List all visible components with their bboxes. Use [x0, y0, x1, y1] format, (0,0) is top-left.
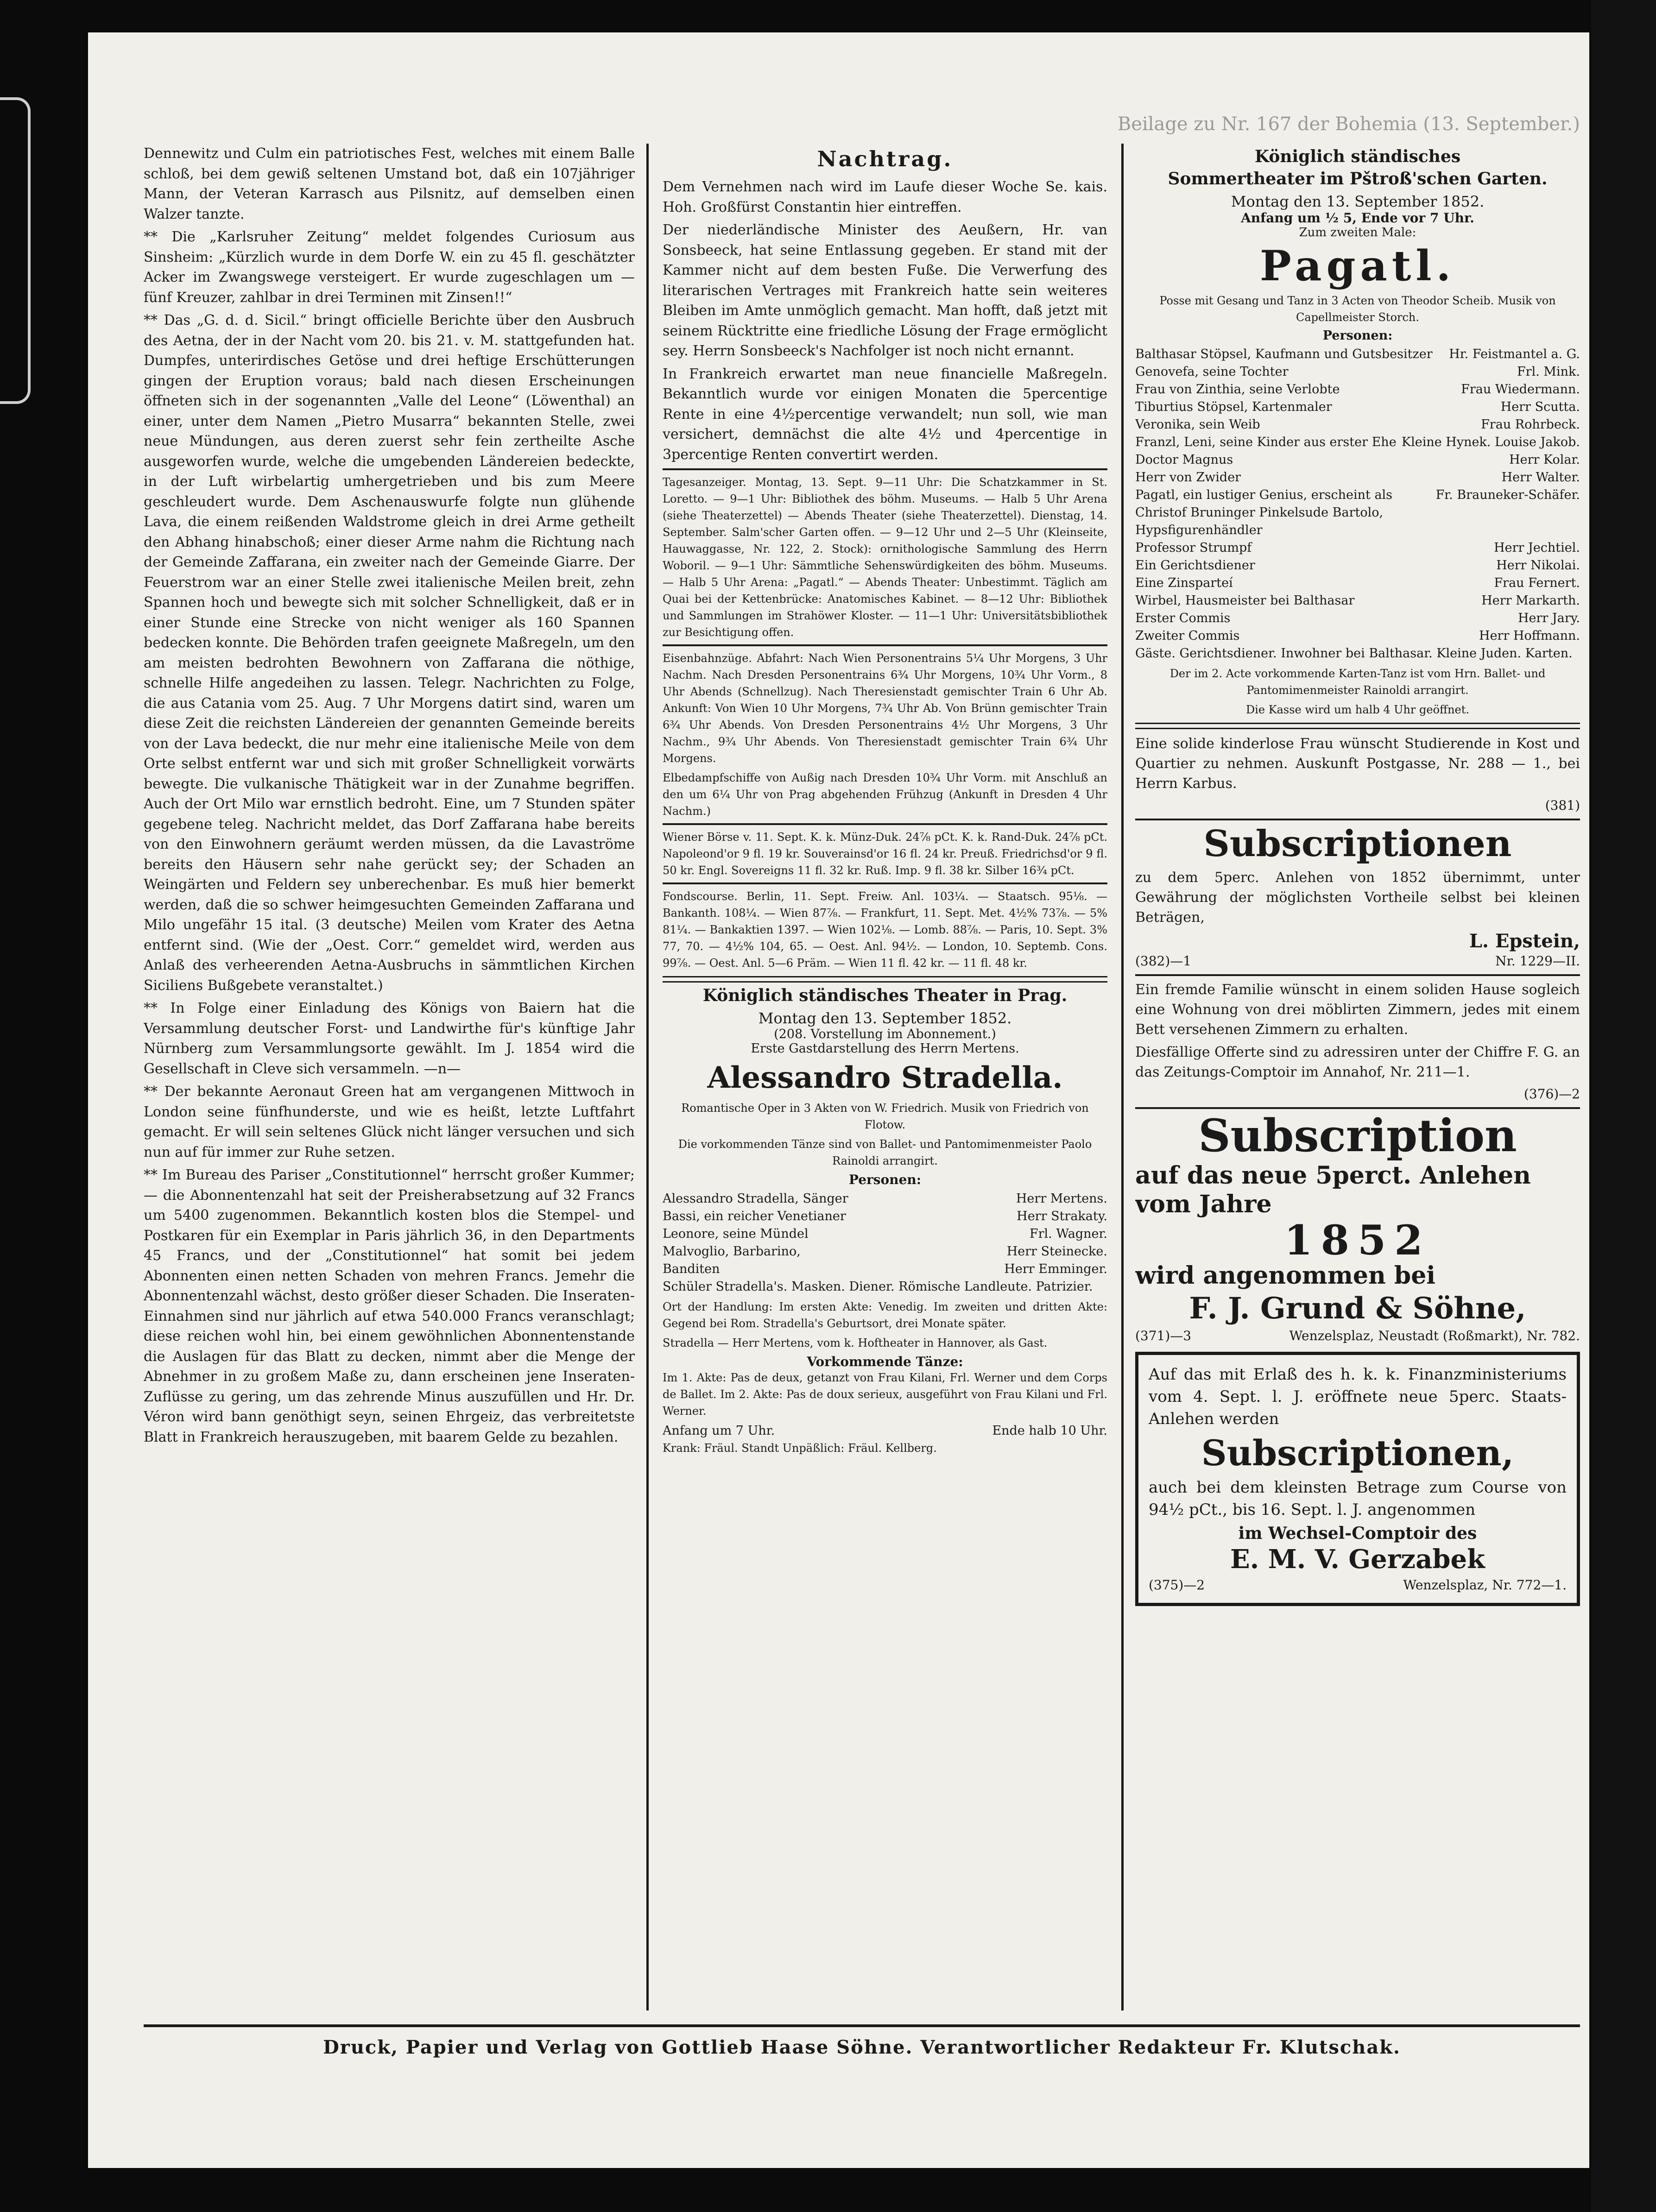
cast-actor: Frau Wiedermann. [1461, 382, 1580, 397]
cast-row [1135, 398, 1580, 416]
ad-fremde-familie: Ein fremde Familie wünscht in einem soliden Hause sogleich eine Wohnung von drei möblirten Zimmern, jedes mit einem Bett versehenen Zimmern zu erhalten. [1135, 981, 1580, 1038]
divider [1135, 974, 1580, 976]
cast-role: Erster Commis [1135, 611, 1231, 626]
ad-grund-year: 1852 [1284, 1216, 1431, 1264]
film-edge-right [1591, 0, 1656, 2212]
paragraph: Der niederländische Minister des Aeußern, Hr. van Sonsbeeck, hat seine Entlassung gegeben. Er stand mit der Kammer nicht auf dem besten Fuße. Die Verwerfung des literarischen Vertrages mit Frankreich hatte sein weiteres Bleiben im Amte unmöglich gemacht. Man hofft, daß jetzt mit seinem Rücktritte eine friedliche Lösung der Frage ermöglicht sey. Herrn Sonsbeeck's Nachfolger ist noch nicht ernannt. [663, 222, 1107, 359]
paragraph: ** Die „Karlsruher Zeitung“ meldet folgendes Curiosum aus Sinsheim: „Kürzlich wurde in dem Dorfe W. ein zu 45 fl. geschätzter Acker im Zwangswege versteigert. Er wurde zugeschlagen um — fünf Kreuzer, zahlbar in drei Terminen mit Zinsen!!“ [144, 229, 635, 306]
ende: Ende halb 10 Uhr. [992, 1423, 1107, 1438]
ad-gerzabek-heading: Subscriptionen, [1201, 1432, 1514, 1474]
ad-address: Wenzelsplaz, Nr. 772—1. [1403, 1577, 1567, 1593]
cast-actor: Kleine Hynek. Louise Jakob. [1401, 435, 1580, 450]
cast-role: Genovefa, seine Tochter [1135, 365, 1289, 379]
cast-actor: Herr Nikolai. [1496, 558, 1580, 573]
play-description: Die vorkommenden Tänze sind von Ballet- und Pantomimenmeister Paolo Rainoldi arrangirt. [678, 1137, 1092, 1167]
divider [663, 468, 1107, 470]
cast-actor: Herr Kolar. [1509, 453, 1580, 467]
subscription-heading: Subscription [1198, 1109, 1517, 1162]
krank: Krank: Fräul. Standt Unpäßlich: Fräul. Kellberg. [663, 1441, 937, 1455]
cast-row [1135, 539, 1580, 557]
cast-role: Zweiter Commis [1135, 629, 1240, 643]
ad-grund-line: vom Jahre [1135, 1190, 1272, 1218]
cast-row [663, 1208, 1107, 1225]
cast-row [1135, 645, 1580, 662]
cast-role: Malvoglio, Barbarino, [663, 1244, 801, 1259]
cast-actor: Herr Jary. [1518, 611, 1580, 626]
personen-heading: Personen: [1322, 328, 1393, 343]
cast-actor: Frau Fernert. [1494, 576, 1580, 591]
cast-actor: Herr Steinecke. [1006, 1244, 1107, 1259]
ad-gerzabek-footer [1149, 1576, 1567, 1594]
anfang-ende [663, 1422, 1107, 1440]
cast-role: Ein Gerichtsdiener [1135, 558, 1255, 573]
ad-number: (381) [1545, 798, 1580, 813]
ad-number-row [1135, 796, 1580, 815]
sommertheater-note: Der im 2. Acte vorkommende Karten-Tanz ist vom Hrn. Ballet- und Pantomimenmeister Rainoldi arrangirt. [1169, 667, 1546, 697]
cast-row [663, 1190, 1107, 1208]
cast-role: Frau von Zinthia, seine Verlobte [1135, 382, 1340, 397]
theater-title: Königlich ständisches Theater in Prag. [702, 986, 1068, 1005]
cast-role: Professor Strumpf [1135, 541, 1252, 555]
cast-role: Schüler Stradella's. Masken. Diener. Römische Landleute. Patrizier. [663, 1279, 1093, 1294]
footer-rule [144, 2024, 1580, 2027]
divider [663, 823, 1107, 825]
divider [1135, 1107, 1580, 1109]
newspaper-page [88, 32, 1589, 2168]
cast-role: Franzl, Leni, seine Kinder aus erster Ehe [1135, 435, 1397, 450]
tagesanzeiger: Tagesanzeiger. Montag, 13. Sept. 9—11 Uhr: Die Schatzkammer in St. Loretto. — 9—1 Uhr: Bibliothek des böhm. Museums. — Halb 5 Uhr Arena (siehe Theaterzettel) — Abends Theater (siehe Theaterzettel). Dienstag, 14. September. Salm'scher Garten offen. — 9—12 Uhr und 2—5 Uhr (Kleinseite, Hauwaggasse, Nr. 122, 2. Stock): ornithologische Sammlung des Herrn Woboril. — 9—1 Uhr: Sämmtliche Sehenswürdigkeiten des böhm. Museums. — Halb 5 Uhr Arena: „Pagatl.“ — Abends Theater: Unbestimmt. Täglich am Quai bei der Kettenbrücke: Anatomisches Kabinet. — 8—12 Uhr: Bibliothek und Sammlungen im Strahöwer Kloster. — 11—1 Uhr: Universitätsbibliothek zur Besichtigung offen. [663, 476, 1107, 639]
cast-list [663, 1190, 1107, 1296]
sommertheater-date: Montag den 13. September 1852. [1231, 192, 1485, 210]
cast-row [1135, 469, 1580, 486]
zum-zweiten-male: Zum zweiten Male: [1299, 225, 1416, 239]
wiener-boerse: Wiener Börse v. 11. Sept. K. k. Münz-Duk. 24⅞ pCt. K. k. Rand-Duk. 24⅞ pCt. Napoleond'or 9 fl. 19 kr. Souverainsd'or 16 fl. 24 kr. Preuß. Friedrichsd'or 9 fl. 50 kr. Engl. Sovereigns 11 fl. 32 kr. Ruß. Imp. 9 fl. 38 kr. Silber 16¾ pCt. [663, 831, 1107, 877]
cast-row [1135, 346, 1580, 363]
theater-subtitle: (208. Vorstellung im Abonnement.) [774, 1027, 996, 1041]
cast-actor: Herr Markarth. [1481, 593, 1580, 608]
paragraph: In Frankreich erwartet man neue financielle Maßregeln. Bekanntlich wurde vor einigen Monaten die 5percentige Rente in eine 4½percentige verwandelt; nun soll, wie man versichert, demnächst die alte 4½ und 4percentige in 3percentige Renten convertirt werden. [663, 366, 1107, 463]
paragraph: Dem Vernehmen nach wird im Laufe dieser Woche Se. kais. Hoh. Großfürst Constantin hier eintreffen. [663, 179, 1107, 215]
paragraph: ** In Folge einer Einladung des Königs von Baiern hat die Versammlung deutscher Forst- und Landwirthe für's künftige Jahr Nürnberg zum Versammlungsorte gewählt. Im J. 1854 wird die Gesellschaft in Cleve sich versammeln. —n— [144, 1000, 635, 1077]
double-divider [1135, 723, 1580, 729]
ad-address: Wenzelsplaz, Neustadt (Roßmarkt), Nr. 782. [1289, 1328, 1580, 1344]
fondscourse: Fondscourse. Berlin, 11. Sept. Freiw. Anl. 103¼. — Staatsch. 95⅛. — Bankanth. 108¼. — Wien 87⅞. — Frankfurt, 11. Sept. Met. 4½% 73⅞. — 5% 81¼. — Bankaktien 1397. — Wien 102⅛. — Lomb. 88⅞. — Paris, 10. Sept. 3% 77, 70. — 4½% 104, 65. — Oest. Anl. 94½. — London, 10. Septemb. Cons. 99⅞. — Oest. Anl. 5—6 Präm. — Wien 11 fl. 42 kr. — 11 fl. 48 kr. [663, 890, 1107, 970]
cast-row [1135, 381, 1580, 398]
cast-role: Banditen [663, 1261, 720, 1276]
ad-grund-footer [1135, 1327, 1580, 1345]
column-2 [663, 144, 1107, 2010]
taenze: Im 1. Akte: Pas de deux, getanzt von Frau Kilani, Frl. Werner und dem Corps de Ballet. Im 2. Akte: Pas de doux serieux, ausgeführt von Frau Kilani und Frl. Werner. [663, 1371, 1107, 1418]
cast-role: Tiburtius Stöpsel, Kartenmaler [1135, 400, 1332, 415]
cast-role: Alessandro Stradella, Sänger [663, 1191, 848, 1206]
cast-role: Pagatl, ein lustiger Genius, erscheint als Christof Bruninger Pinkelsude Bartolo, Hypsfigurenhändler [1135, 488, 1393, 538]
paragraph: ** Das „G. d. d. Sicil.“ bringt officielle Berichte über den Ausbruch des Aetna, der in der Nacht vom 20. bis 21. v. M. stattgefunden hat. Dumpfes, unterirdisches Getöse und drei heftige Erschütterungen gingen der Eruption voraus; bald nach diesen Erscheinungen öffneten sich in der sogenannten „Valle del Leone“ (Löwenthal) an einer, unter dem Namen „Pietro Musarra“ bekannten Stelle, zwei neue Mündungen, aus deren zuerst sehr fein zertheilte Asche ausgeworfen wurde, welche die umgebenden Ländereien bedeckte, in der Luft wirbelartig umhergetrieben und bis zum Meere geschleudert wurde. Dem Aschenauswurfe folgte nun glühende Lava, die einem reißenden Waldstrome gleich in drei Arme getheilt den Abhang hinabschoß; einer dieser Arme nahm die Richtung nach der Gemeinde Zaffarana, ein zweiter nach der Gemeinde Giarre. Der Feuerstrom war an einer Stelle zwei italienische Meilen breit, zehn Spannen hoch und bewegte sich mit solcher Schnelligkeit, daß er in einer Stunde eine Strecke von nicht weniger als 160 Spannen bedecken konnte. Die Behörden trafen geeignete Maßregeln, um den am meisten bedrohten Bewohnern von Zaffarana die nöthige, schnelle Hilfe angedeihen zu lassen. Telegr. Nachrichten zu Folge, die aus Catania vom 25. Aug. 7 Uhr Morgens datirt sind, waren um diese Zeit die reichsten Ländereien der genannten Gemeinde bereits von der Lava bedeckt, die nur mehr eine italienische Meile von dem Orte selbst entfernt war und sich mit großer Schnelligkeit vorwärts bewegte. Die vulkanische Thätigkeit war in der Zunahme begriffen. Auch der Ort Milo war ernstlich bedroht. Eine, um 7 Stunden später gegebene teleg. Nachricht meldet, das Dorf Zaffarana habe bereits von den Einwohnern geräumt werden müssen, da die Lavaströme bereits den Häusern sehr nahe gerückt sey; der Schaden an Weingärten und Feldern sey unberechenbar. Es muß hier bemerkt werden, daß die so schwer heimgesuchten Gemeinden Zaffarana und Milo ungefähr 15 ital. (3 deutsche) Meilen vom Krater des Aetna entfernt sind. (Wie der „Oest. Corr.“ gemeldet wird, werden aus Anlaß des verheerenden Aetna-Ausbruchs in sämmtlichen Kirchen Siciliens Bußgebete veranstaltet.) [144, 312, 635, 994]
ad-number-row [1135, 1085, 1580, 1103]
cast-role: Leonore, seine Mündel [663, 1226, 809, 1241]
cast-actor: Frau Rohrbeck. [1481, 417, 1580, 432]
ort-der-handlung: Ort der Handlung: Im ersten Akte: Venedig. Im zweiten und dritten Akte: Gegend bei Rom. Stradella's Geburtsort, drei Monate später. [663, 1300, 1107, 1330]
anfang: Anfang um 7 Uhr. [663, 1423, 775, 1438]
film-edge-left [0, 97, 31, 404]
divider [1135, 819, 1580, 820]
imprint-text: Druck, Papier und Verlag von Gottlieb Haase Söhne. Verantwortlicher Redakteur Fr. Klutschak. [323, 2036, 1401, 2058]
cast-row [1135, 486, 1580, 539]
ad-gerzabek-text: auch bei dem kleinsten Betrage zum Course von 94½ pCt., bis 16. Sept. l. J. angenommen [1149, 1478, 1567, 1519]
cast-actor: Herr Hoffmann. [1479, 629, 1580, 643]
ad-grund-line: auf das neue 5perct. Anlehen [1135, 1161, 1531, 1190]
cast-actor: Hr. Feistmantel a. G. [1449, 347, 1580, 362]
eisenbahnzuege: Eisenbahnzüge. Abfahrt: Nach Wien Personentrains 5¼ Uhr Morgens, 3 Uhr Nachm. Nach Dresden Personentrains 6¾ Uhr Morgens, 10¾ Uhr Vorm., 8 Uhr Abends (Schnellzug). Nach Theresienstadt gemischter Train 6 Uhr Ab. Ankunft: Von Wien 10 Uhr Morgens, 7¾ Uhr Ab. Von Brünn gemischter Train 6¾ Uhr Abends. Von Dresden Personentrains 4½ Uhr Morgens, 3 Uhr Nachm., 9¾ Uhr Abends. Von Theresienstadt gemischter Train 6¾ Uhr Morgens. [663, 652, 1107, 765]
sommertheater-time: Anfang um ½ 5, Ende vor 7 Uhr. [1241, 210, 1474, 226]
pagatl-description: Posse mit Gesang und Tanz in 3 Acten von Theodor Scheib. Musik von Capellmeister Storch. [1159, 294, 1556, 324]
ad-grund-line: wird angenommen bei [1135, 1261, 1436, 1290]
cast-row [1135, 451, 1580, 469]
divider [663, 882, 1107, 884]
ad-epstein-footer [1135, 952, 1580, 971]
paragraph: ** Der bekannte Aeronaut Green hat am vergangenen Mittwoch in London seine fünfhunderste, und wie es heißt, letzte Luftfahrt gemacht. Er will sein seltenes Glück nicht länger versuchen und sich nun auf für immer zur Ruhe setzen. [144, 1084, 635, 1160]
cast-row [1135, 557, 1580, 574]
cast-row [663, 1243, 1107, 1260]
cast-actor: Fr. Brauneker-Schäfer. [1435, 488, 1580, 503]
cast-actor: Herr Scutta. [1500, 400, 1580, 415]
ad-number: (376)—2 [1523, 1086, 1580, 1102]
pagatl-title: Pagatl. [1260, 241, 1455, 290]
cast-row [1135, 363, 1580, 381]
taenze-heading: Vorkommende Tänze: [807, 1354, 963, 1369]
theater-date: Montag den 13. September 1852. [758, 1009, 1012, 1027]
cast-role: Veronika, sein Weib [1135, 417, 1260, 432]
cast-role: Eine Zinsparteí [1135, 576, 1233, 591]
sommertheater-title: Königlich ständisches [1254, 147, 1461, 166]
cast-role: Herr von Zwider [1135, 470, 1241, 485]
elbedampfschiffe: Elbedampfschiffe von Außig nach Dresden 10¾ Uhr Vorm. mit Anschluß an den um 6¼ Uhr von Prag abgehenden Frühzug (Ankunft in Dresden 4 Uhr Nachm.) [663, 771, 1107, 818]
sommertheater-kasse: Die Kasse wird um halb 4 Uhr geöffnet. [1245, 703, 1470, 717]
ad-kinderlose-frau: Eine solide kinderlose Frau wünscht Studierende in Kost und Quartier zu nehmen. Auskunft Postgasse, Nr. 288 — 1., bei Herrn Karbus. [1135, 736, 1580, 792]
ad-gerzabek-firm: E. M. V. Gerzabek [1230, 1544, 1485, 1575]
subscriptionen-heading: Subscriptionen [1203, 823, 1512, 865]
column-3 [1135, 144, 1580, 2010]
ad-gerzabek-box [1135, 1352, 1580, 1606]
cast-row [1135, 610, 1580, 627]
ad-epstein-text: zu dem 5perc. Anlehen von 1852 übernimmt, unter Gewährung der möglichsten Vortheile selbst bei kleinen Beträgen, [1135, 869, 1580, 926]
theater-subtitle: Erste Gastdarstellung des Herrn Mertens. [751, 1041, 1019, 1056]
divider [663, 644, 1107, 646]
column-rule [646, 144, 649, 2010]
ad-number: (375)—2 [1149, 1577, 1205, 1593]
cast-role: Balthasar Stöpsel, Kaufmann und Gutsbesitzer [1135, 347, 1433, 362]
ad-fremde-familie-offerte: Diesfällige Offerte sind zu adressiren unter der Chiffre F. G. an das Zeitungs-Comptoir im Annahof, Nr. 211—1. [1135, 1044, 1580, 1080]
cast-actor: Herr Jechtiel. [1494, 541, 1580, 555]
personen-heading: Personen: [848, 1172, 922, 1187]
cast-actor: Herr Strakaty. [1017, 1209, 1107, 1223]
ad-number: (382)—1 [1135, 953, 1192, 969]
cast-row [1135, 574, 1580, 592]
cast-list [1135, 346, 1580, 662]
cast-row [663, 1278, 1107, 1296]
column-rule [1121, 144, 1124, 2010]
column-1 [144, 144, 635, 2010]
cast-actor: Herr Emminger. [1004, 1261, 1107, 1276]
stradella-guest: Stradella — Herr Mertens, vom k. Hoftheater in Hannover, als Gast. [663, 1336, 1048, 1349]
ad-number: (371)—3 [1135, 1328, 1192, 1344]
cast-row [1135, 592, 1580, 610]
cast-role: Gäste. Gerichtsdiener. Inwohner bei Balthasar. Kleine Juden. Karten. [1135, 646, 1573, 661]
cast-actor: Herr Walter. [1501, 470, 1580, 485]
cast-role: Doctor Magnus [1135, 453, 1233, 467]
cast-row [1135, 434, 1580, 451]
ad-epstein-firm: L. Epstein, [1469, 930, 1580, 952]
cast-role: Bassi, ein reicher Venetianer [663, 1209, 846, 1223]
double-divider [663, 976, 1107, 983]
cast-actor: Herr Mertens. [1016, 1191, 1107, 1206]
running-header: Beilage zu Nr. 167 der Bohemia (13. September.) [1117, 113, 1580, 135]
imprint-footer [144, 2024, 1580, 2058]
cast-actor: Frl. Wagner. [1029, 1226, 1107, 1241]
cast-row [1135, 627, 1580, 645]
play-title: Alessandro Stradella. [707, 1060, 1063, 1095]
cast-row [663, 1225, 1107, 1243]
paragraph: Dennewitz und Culm ein patriotisches Fest, welches mit einem Balle schloß, bei dem gewiß seltenen Umstand bot, daß ein 107jähriger Mann, der Veteran Karrasch aus Pilsnitz, auf demselben einen Walzer tanzte. [144, 145, 635, 222]
cast-actor: Frl. Mink. [1517, 365, 1580, 379]
ad-grund-firm: F. J. Grund & Söhne, [1189, 1291, 1526, 1326]
ad-gerzabek-comptoir: im Wechsel-Comptoir des [1238, 1524, 1477, 1544]
sommertheater-subtitle: Sommertheater im Pštroß'schen Garten. [1168, 169, 1548, 189]
ad-address: Nr. 1229—II. [1495, 953, 1580, 969]
cast-row [663, 1260, 1107, 1278]
play-description: Romantische Oper in 3 Akten von W. Friedrich. Musik von Friedrich von Flotow. [681, 1101, 1089, 1131]
cast-role: Wirbel, Hausmeister bei Balthasar [1135, 593, 1355, 608]
nachtrag-heading: Nachtrag. [817, 146, 953, 171]
paragraph: ** Im Bureau des Pariser „Constitutionnel“ herrscht großer Kummer; — die Abonnentenzahl hat seit der Preisherabsetzung auf 32 Francs um 5400 zugenommen. Bekanntlich kosten blos die Stempel- und Postkaren für ein Exemplar in Paris jährlich 36, in den Departments 45 Francs, und der „Constitutionnel“ hat somit bei jedem Abonnenten einen netten Schaden von mehren Francs. Jemehr die Abonnentenzahl wächst, desto größer dieser Schaden. Die Inseraten-Einnahmen sind nur jährlich auf etwa 540.000 Francs veranschlagt; diese reichen wohl hin, bei einem gewöhnlichen Abonnentenstande die Auslagen für das Blatt zu decken, nimmt aber die Menge der Abnehmer in zu großem Maße zu, dann erscheinen jene Inseraten-Zuflüsse zu gering, um das zehrende Minus auszufüllen und Hr. Dr. Véron wird bann genöthigt seyn, seinen Ehrgeiz, das verbreitetste Blatt in Frankreich herauszugeben, mit baarem Gelde zu bezahlen. [144, 1167, 635, 1445]
cast-row [1135, 416, 1580, 434]
ad-gerzabek-text: Auf das mit Erlaß des h. k. k. Finanzministeriums vom 4. Sept. l. J. eröffnete neue 5perc. Staats-Anlehen werden [1149, 1365, 1567, 1429]
